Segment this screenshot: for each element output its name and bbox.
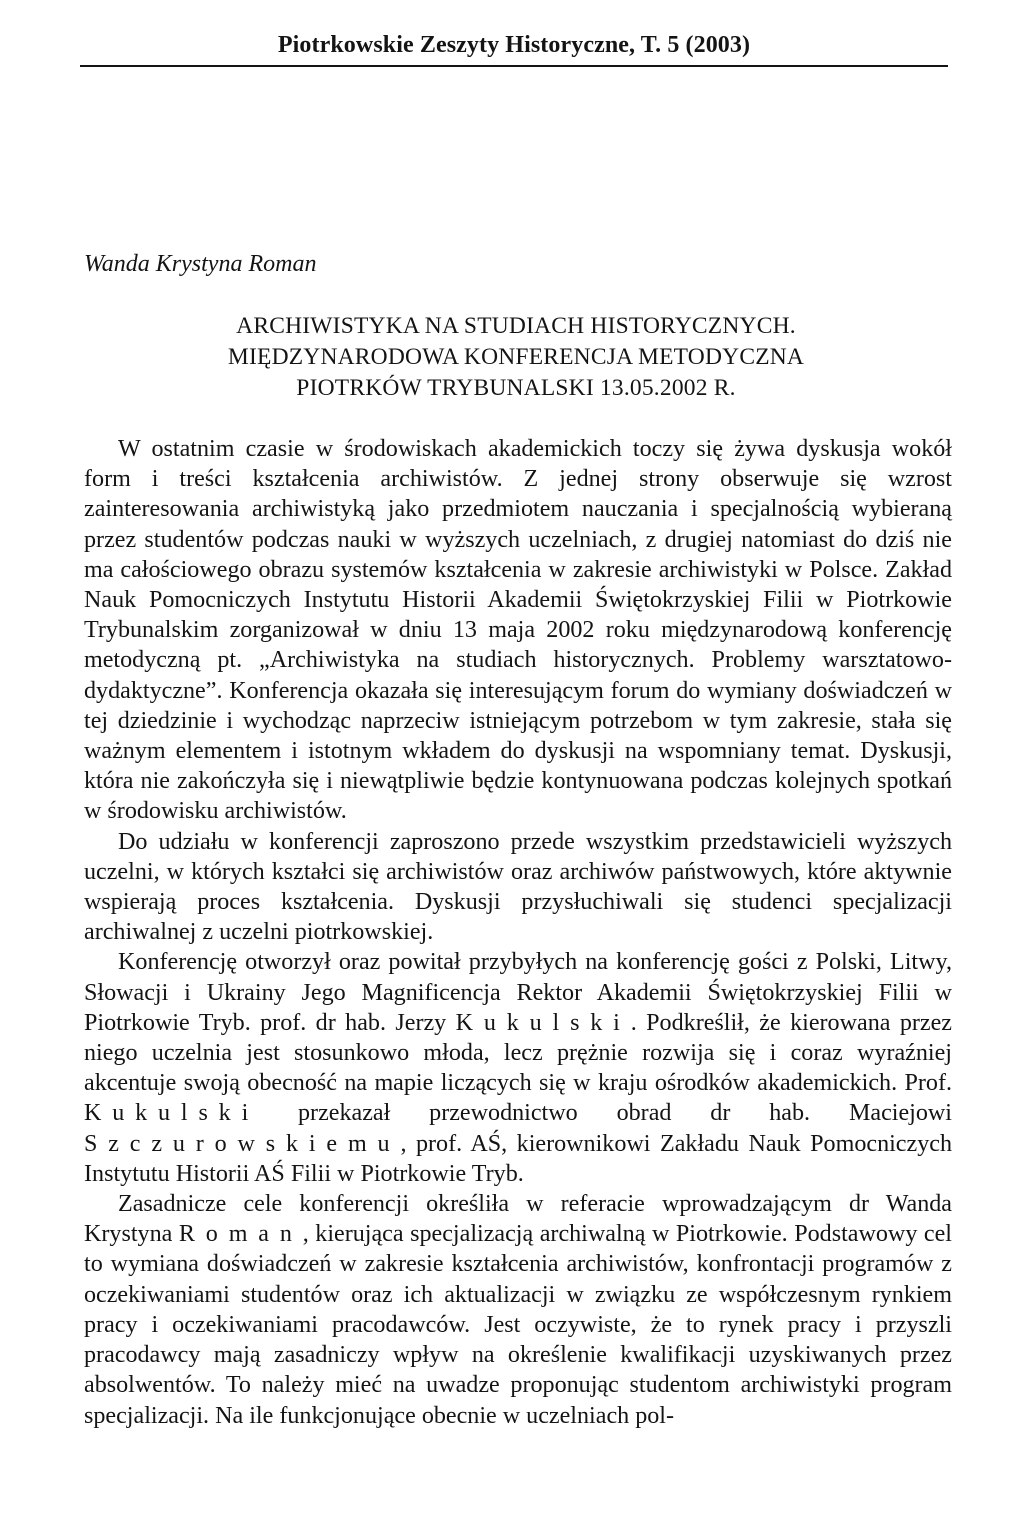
title-line-1: ARCHIWISTYKA NA STUDIACH HISTORYCZNYCH. xyxy=(236,313,796,339)
paragraph-4-text-b: , kierująca specjalizacją archiwalną w Piotrkowie. Podstawowy cel to wymiana doświadczeń w zakresie kształcenia archiwistów, konfrontacji programów z oczekiwaniami studentów oraz ich aktualizacji w związku ze współczesnym rynkiem pracy i oczekiwaniami pracodawców. Jest oczywiste, że to rynek pracy i przyszli pracodawcy mają zasadniczy wpływ na określenie kwalifikacji uzyskiwanych przez absolwentów. To należy mieć na uwadze proponując studentom archiwistyki program specjalizacji. Na ile funkcjonujące obecnie w uczelniach pol- xyxy=(84,1221,952,1429)
paragraph-4 xyxy=(84,1189,952,1431)
person-name-kukulski-2: Kukulski xyxy=(84,1100,260,1127)
paragraph-3-text-b: . Podkreślił, że kierowana przez niego uczelnia jest stosunkowo młoda, lecz prężnie rozwija się i coraz wyraźniej akcentuje swoją obecność na mapie liczących się w kraju ośrodków akademickich. Prof. xyxy=(84,1009,952,1097)
paragraph-3-text-c: przekazał przewodnictwo obrad dr hab. Maciejowi xyxy=(259,1100,952,1127)
paragraph-4-text-a: Zasadnicze cele konferencji określiła w referacie wprowadzającym dr Wanda Krystyna xyxy=(84,1191,952,1248)
article-title xyxy=(84,311,948,404)
article-body xyxy=(84,434,952,1431)
paragraph-3 xyxy=(84,947,952,1189)
paragraph-1: W ostatnim czasie w środowiskach akademickich toczy się żywa dyskusja wokół form i treści kształcenia archiwistów. Z jednej strony obserwuje się wzrost zainteresowania archiwistyką jako przedmiotem nauczania i specjalnością wybieraną przez studentów podczas nauki w wyższych uczelniach, z drugiej natomiast do dziś nie ma całościowego obrazu systemów kształcenia w zakresie archiwistyki w Polsce. Zakład Nauk Pomocniczych Instytutu Historii Akademii Świętokrzyskiej Filii w Piotrkowie Trybunalskim zorganizował w dniu 13 maja 2002 roku międzynarodową konferencję metodyczną pt. „Archiwistyka na studiach historycznych. Problemy warsztatowo-dydaktyczne”. Konferencja okazała się interesującym forum do wymiany doświadczeń w tej dziedzinie i wychodząc naprzeciw istniejącym potrzebom w tym zakresie, stała się ważnym elementem i istotnym wkładem do dyskusji na wspomniany temat. Dyskusji, która nie zakończyła się i niewątpliwie będzie kontynuowana podczas kolejnych spotkań w środowisku archiwistów. xyxy=(84,436,952,825)
title-line-3: PIOTRKÓW TRYBUNALSKI 13.05.2002 R. xyxy=(296,375,736,401)
author-name: Wanda Krystyna Roman xyxy=(84,251,317,277)
title-line-2: MIĘDZYNARODOWA KONFERENCJA METODYCZNA xyxy=(227,344,805,370)
person-name-roman: Roman xyxy=(178,1221,303,1248)
header-rule xyxy=(80,65,948,67)
person-name-szczurowski: Szczurowskiemu xyxy=(84,1130,401,1157)
paragraph-3-text-a: Konferencję otworzył oraz powitał przybyłych na konferencję gości z Polski, Litwy, Słowacji i Ukrainy Jego Magnificencja Rektor Akademii Świętokrzyskiej Filii w Piotrkowie Tryb. prof. dr hab. Jerzy xyxy=(84,949,952,1036)
paragraph-3-text-d: , prof. AŚ, kierownikowi Zakładu Nauk Pomocniczych Instytutu Historii AŚ Filii w Piotrkowie Tryb. xyxy=(84,1130,952,1187)
person-name-kukulski: Kukulski xyxy=(455,1009,631,1036)
running-head: Piotrkowskie Zeszyty Historyczne, T. 5 (2003) xyxy=(277,32,751,58)
paragraph-2: Do udziału w konferencji zaproszono przede wszystkim przedstawicieli wyższych uczelni, w których kształci się archiwistów oraz archiwów państwowych, które aktywnie wspierają proces kształcenia. Dyskusji przysłuchiwali się studenci specjalizacji archiwalnej z uczelni piotrkowskiej. xyxy=(84,828,952,946)
